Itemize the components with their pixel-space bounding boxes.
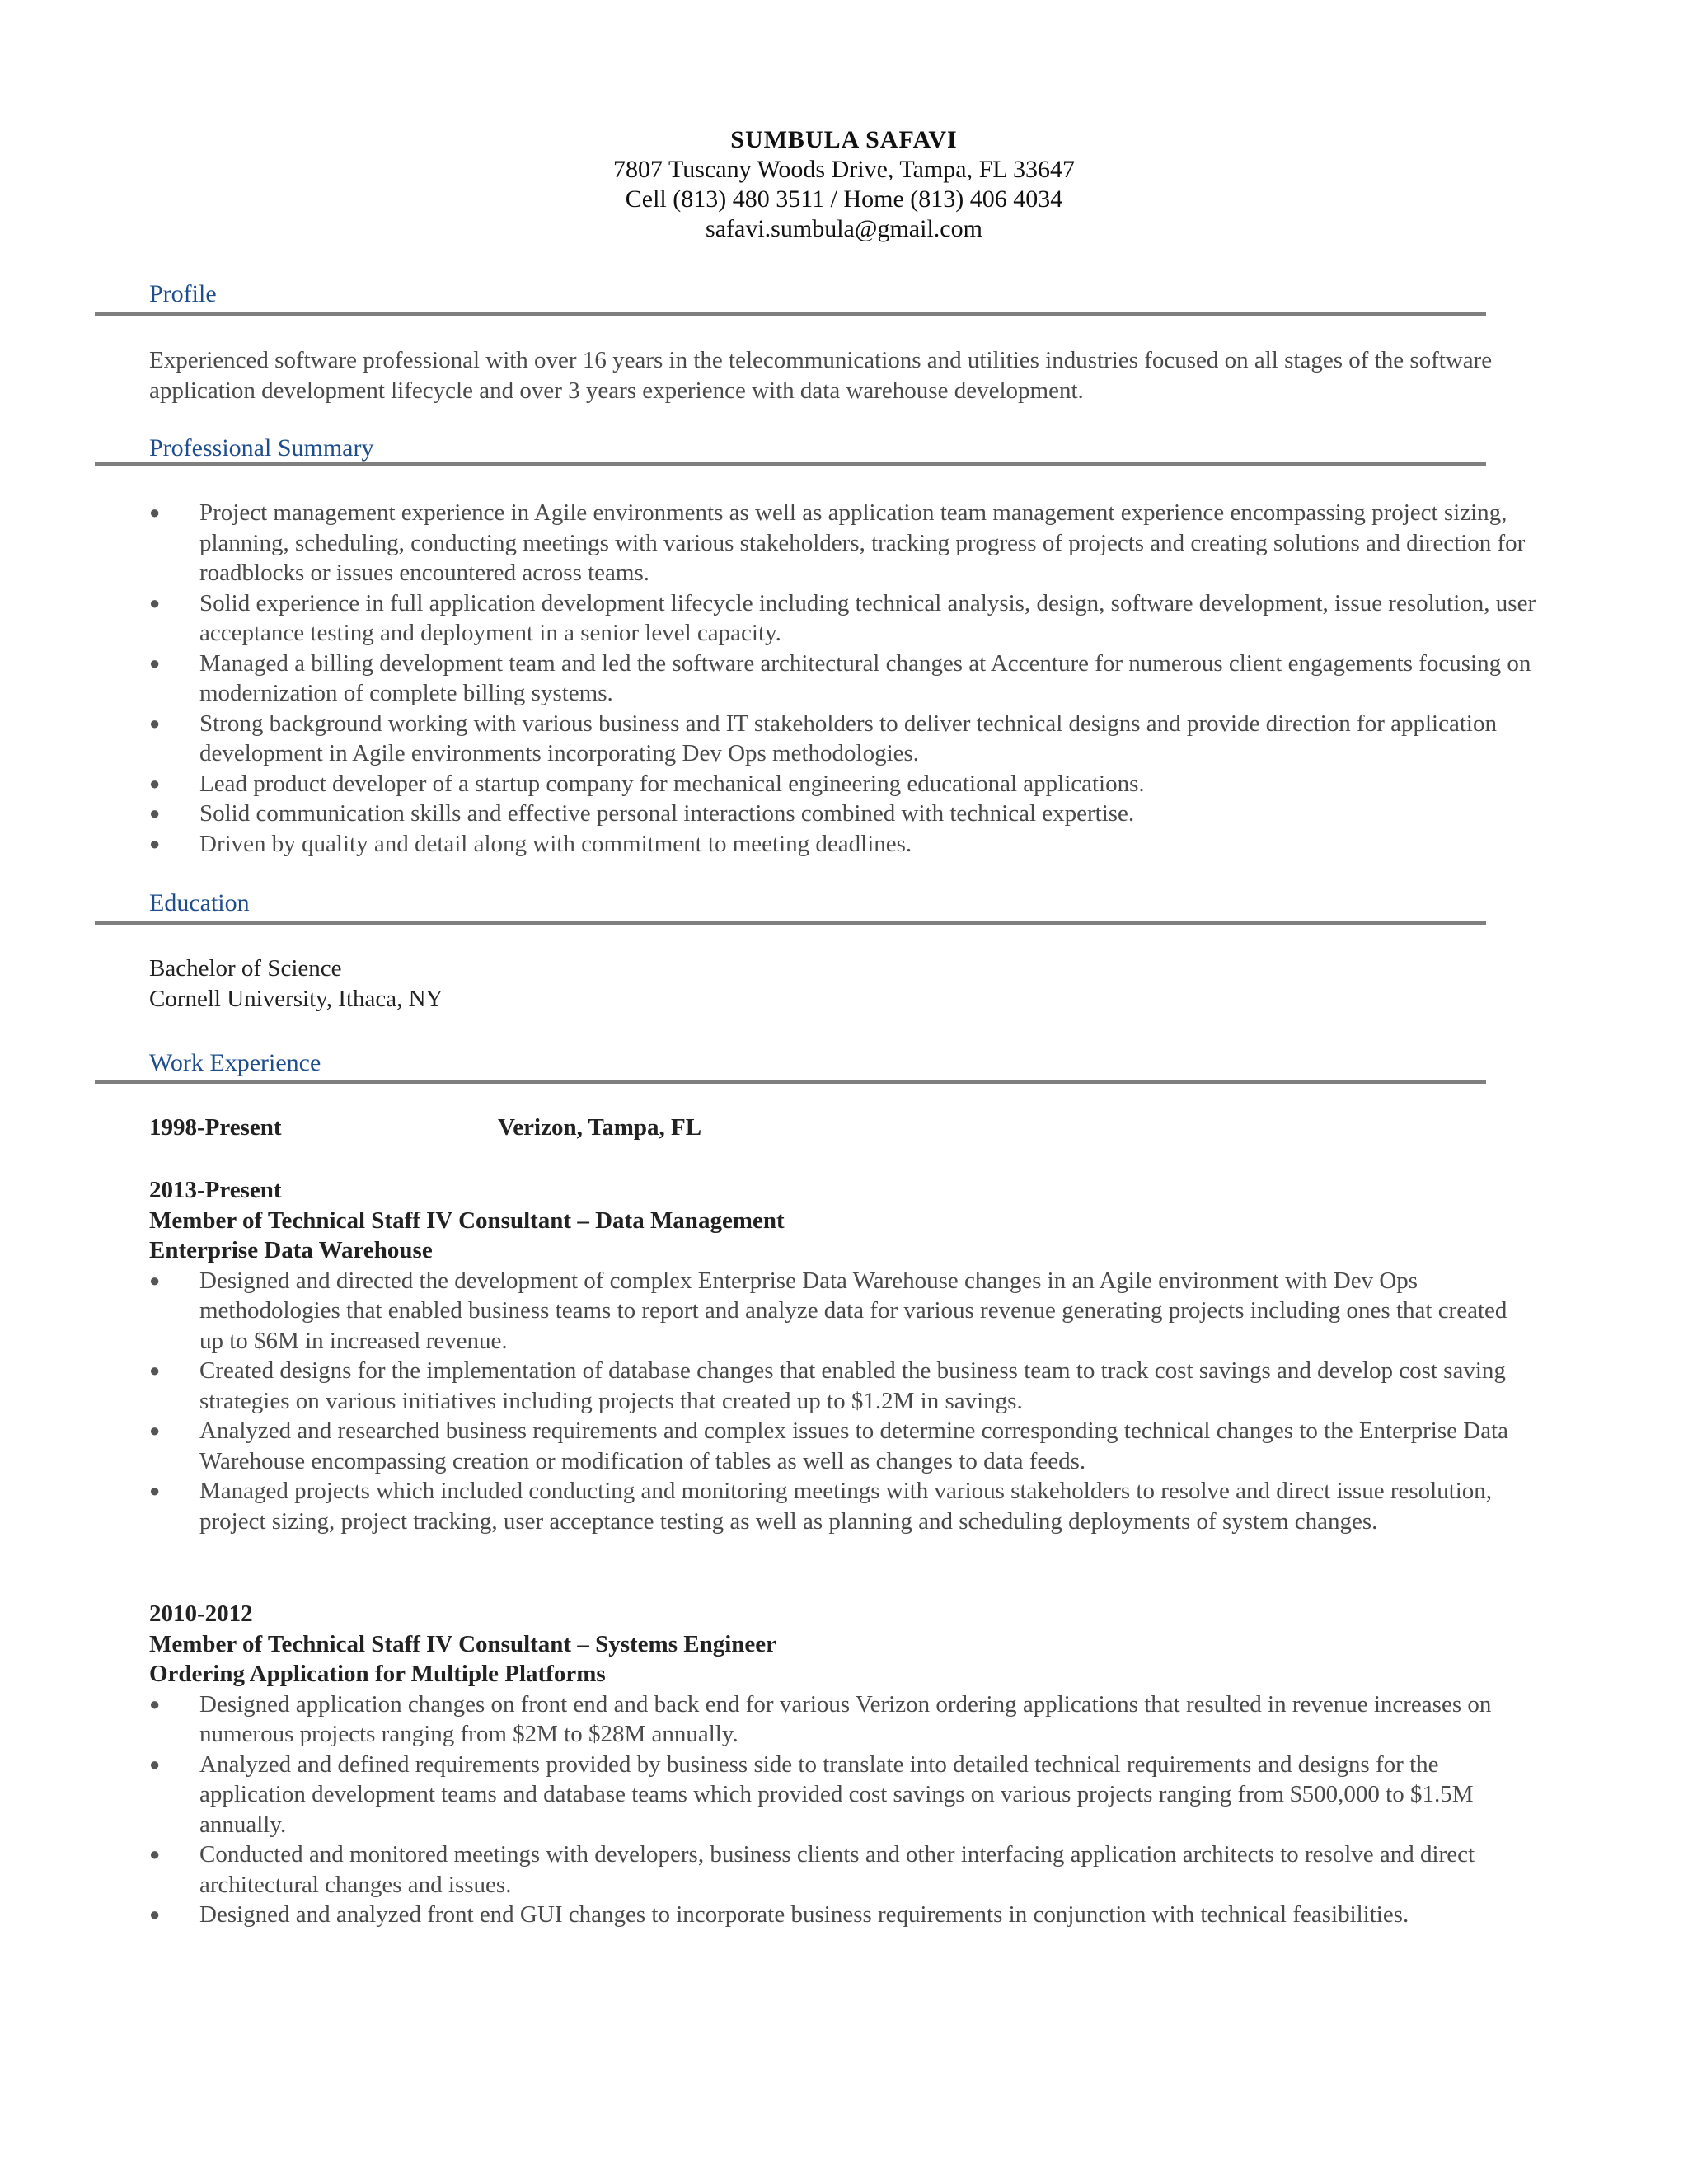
summary-list <box>149 498 1575 859</box>
work-heading: Work Experience <box>149 1049 321 1076</box>
address: 7807 Tuscany Woods Drive, Tampa, FL 33647 <box>613 156 1075 183</box>
list-item: ● Designed application changes on front end and back end for various Verizon ordering applications that resulted in revenue increases on numerous projects ranging from $2M to $28M annually. <box>149 1690 1492 1747</box>
role-title: Member of Technical Staff IV Consultant – Systems Engineer <box>149 1630 776 1657</box>
list-item: ● Lead product developer of a startup company for mechanical engineering educational applications. <box>149 769 1575 799</box>
role-dates: 2013-Present <box>149 1177 282 1203</box>
bullet-icon: ● <box>149 1693 161 1714</box>
bullet-icon: ● <box>149 1420 161 1441</box>
role-block-1 <box>149 1175 1575 1536</box>
bullet-icon: ● <box>149 1269 161 1291</box>
list-item: ● Conducted and monitored meetings with developers, business clients and other interfacing application architects to resolve and direct architectural changes and issues. <box>149 1841 1475 1898</box>
summary-divider <box>95 462 1486 466</box>
list-item: ● Solid experience in full application development lifecycle including technical analysis, design, software development, issue resolution, user acceptance testing and deployment in a senior level capacity. <box>149 589 1536 646</box>
role-title: Member of Technical Staff IV Consultant – Data Management <box>149 1207 785 1234</box>
bullet-icon: ● <box>149 1480 161 1501</box>
list-item: ● Designed and directed the development of complex Enterprise Data Warehouse changes in an Agile environment with Dev Ops methodologies that enabled business teams to report and analyze data for various revenue generating projects including ones that created up to $6M in increased revenue. <box>149 1267 1507 1354</box>
profile-divider <box>95 312 1486 316</box>
list-item: ● Analyzed and researched business requirements and complex issues to determine corresponding technical changes to the Enterprise Data Warehouse encompassing creation or modification of tables as well as changes to data feeds. <box>149 1418 1508 1474</box>
degree: Bachelor of Science <box>149 955 342 982</box>
bullet-icon: ● <box>149 1844 161 1864</box>
employer-name: Verizon, Tampa, FL <box>498 1114 702 1141</box>
summary-heading: Professional Summary <box>149 434 374 462</box>
list-item: ● Designed and analyzed front end GUI changes to incorporate business requirements in conjunction with technical feasibilities. <box>149 1900 1501 1930</box>
employer-row-block <box>149 1113 1575 1144</box>
profile-text-block <box>149 345 1550 405</box>
list-item: ● Project management experience in Agile environments as well as application team management experience encompassing project sizing, planning, scheduling, conducting meetings with various stakeholders, tracking progress of projects and creating solutions and direction for roadblocks or issues encountered across teams. <box>149 499 1526 586</box>
summary-list-block <box>149 498 1575 859</box>
bullet-icon: ● <box>149 1753 161 1774</box>
phone-numbers: Cell (813) 480 3511 / Home (813) 406 4034 <box>625 185 1063 213</box>
candidate-name: SUMBULA SAFAVI <box>730 126 958 153</box>
bullet-icon: ● <box>149 592 161 613</box>
bullet-icon: ● <box>149 1360 161 1380</box>
role-2-list <box>149 1690 1501 1930</box>
education-heading: Education <box>149 889 250 916</box>
work-divider <box>95 1080 1486 1084</box>
employer-row <box>149 1113 1575 1144</box>
contact-header <box>0 125 1688 244</box>
bullet-icon: ● <box>149 652 161 673</box>
profile-heading: Profile <box>149 280 217 307</box>
role-area: Ordering Application for Multiple Platforms <box>149 1661 606 1687</box>
school: Cornell University, Ithaca, NY <box>149 985 443 1012</box>
role-area: Enterprise Data Warehouse <box>149 1237 433 1263</box>
list-item: ● Analyzed and defined requirements provided by business side to translate into detailed technical requirements and designs for the application development teams and database teams which provided cost savings on various projects ranging from $500,000 to $1.5M annually. <box>149 1750 1474 1838</box>
bullet-icon: ● <box>149 772 161 794</box>
list-item: ● Managed projects which included conducting and monitoring meetings with various stakeholders to resolve and direct issue resolution, project sizing, project tracking, user acceptance testing as well as planning and scheduling deployments of system changes. <box>149 1478 1493 1535</box>
list-item: ● Created designs for the implementation of database changes that enabled the business team to track cost savings and develop cost saving strategies on various initiatives including projects that created up to $1.2M in savings. <box>149 1357 1506 1414</box>
list-item: ● Solid communication skills and effective personal interactions combined with technical expertise. <box>149 799 1575 829</box>
education-block <box>149 954 1575 1014</box>
bullet-icon: ● <box>149 1904 161 1924</box>
role-dates: 2010-2012 <box>149 1601 253 1627</box>
bullet-icon: ● <box>149 803 161 823</box>
list-item: ● Managed a billing development team and led the software architectural changes at Accenture for numerous client engagements focusing on modernization of complete billing systems. <box>149 649 1531 706</box>
list-item: ● Driven by quality and detail along with commitment to meeting deadlines. <box>149 829 1575 860</box>
bullet-icon: ● <box>149 832 161 854</box>
role-block-2 <box>149 1599 1575 1930</box>
email: safavi.sumbula@gmail.com <box>706 215 982 242</box>
bullet-icon: ● <box>149 712 161 733</box>
role-1-list <box>149 1266 1517 1537</box>
education-divider <box>95 921 1486 925</box>
profile-text: Experienced software professional with over 16 years in the telecommunications and utilities industries focused on all stages of the software application development lifecycle and over 3 years experience with data warehouse development. <box>149 347 1493 404</box>
employer-dates: 1998-Present <box>149 1114 282 1141</box>
bullet-icon: ● <box>149 502 161 523</box>
list-item: ● Strong background working with various business and IT stakeholders to deliver technical designs and provide direction for application development in Agile environments incorporating Dev Ops methodologies. <box>149 710 1497 766</box>
